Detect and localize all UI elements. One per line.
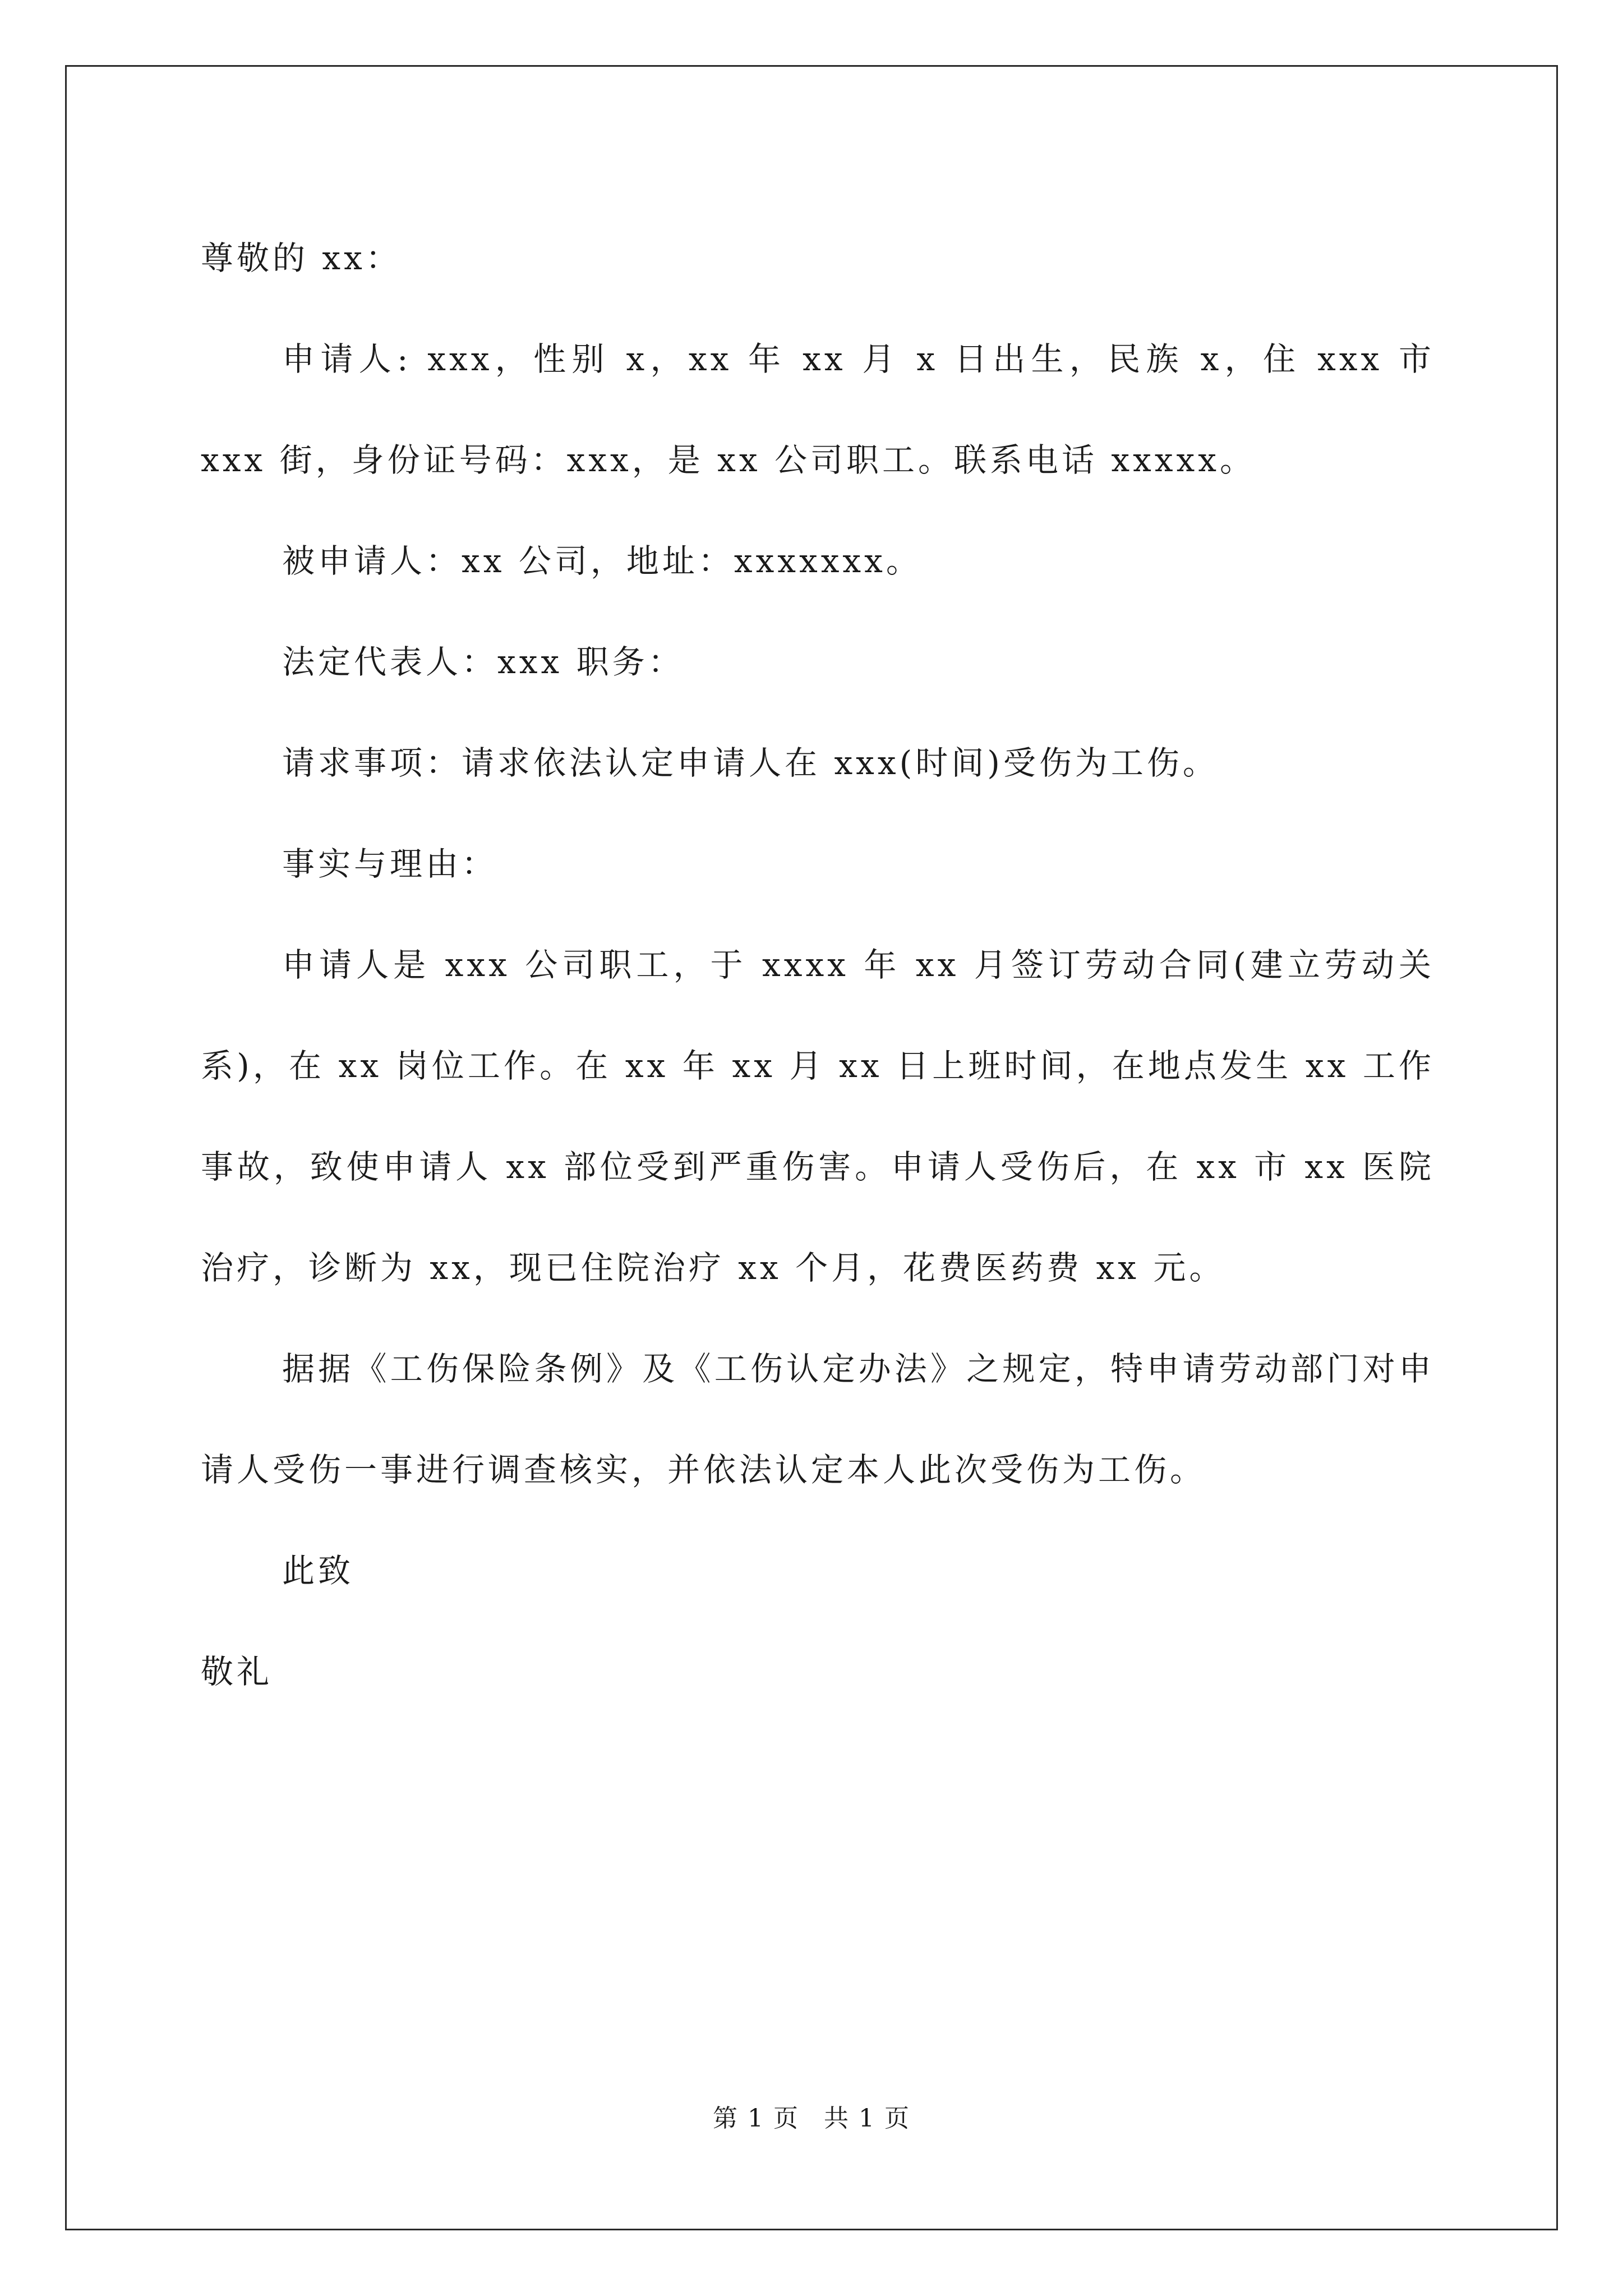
closing-line-2: 敬礼 (201, 1653, 273, 1691)
page-number-current: 第 1 页 (713, 2104, 799, 2133)
applicant-paragraph: 申请人: xxx，性别 x，xx 年 xx 月 x 日出生，民族 x，住 xxx 市 xxx 街，身份证号码：xxx，是 xx 公司职工。联系电话 xxxxx。 (201, 340, 1435, 479)
facts-paragraph: 申请人是 xxx 公司职工，于 xxxx 年 xx 月签订劳动合同(建立劳动关系)，在 xx 岗位工作。在 xx 年 xx 月 xx 日上班时间，在地点发生 xx 工作事故，致使申请人 xx 部位受到严重伤害。申请人受伤后，在 xx 市 xx 医院治疗，诊断为 xx，现已住院治疗 xx 个月，花费医药费 xx 元。 (201, 946, 1435, 1287)
legal-basis-paragraph: 据据《工伤保险条例》及《工伤认定办法》之规定，特申请劳动部门对申请人受伤一事进行调查核实，并依法认定本人此次受伤为工伤。 (201, 1350, 1435, 1489)
respondent-paragraph: 被申请人：xx 公司，地址：xxxxxxx。 (282, 542, 922, 580)
document-body (201, 208, 1435, 1722)
legal-representative-paragraph: 法定代表人：xxx 职务： (282, 643, 684, 681)
request-paragraph: 请求事项：请求依法认定申请人在 xxx(时间)受伤为工伤。 (282, 744, 1219, 782)
facts-heading: 事实与理由： (282, 845, 498, 883)
page-number-total: 共 1 页 (824, 2104, 910, 2133)
page-footer (0, 2098, 1623, 2134)
closing-line-1: 此致 (282, 1552, 354, 1590)
salutation: 尊敬的 xx： (201, 239, 402, 277)
